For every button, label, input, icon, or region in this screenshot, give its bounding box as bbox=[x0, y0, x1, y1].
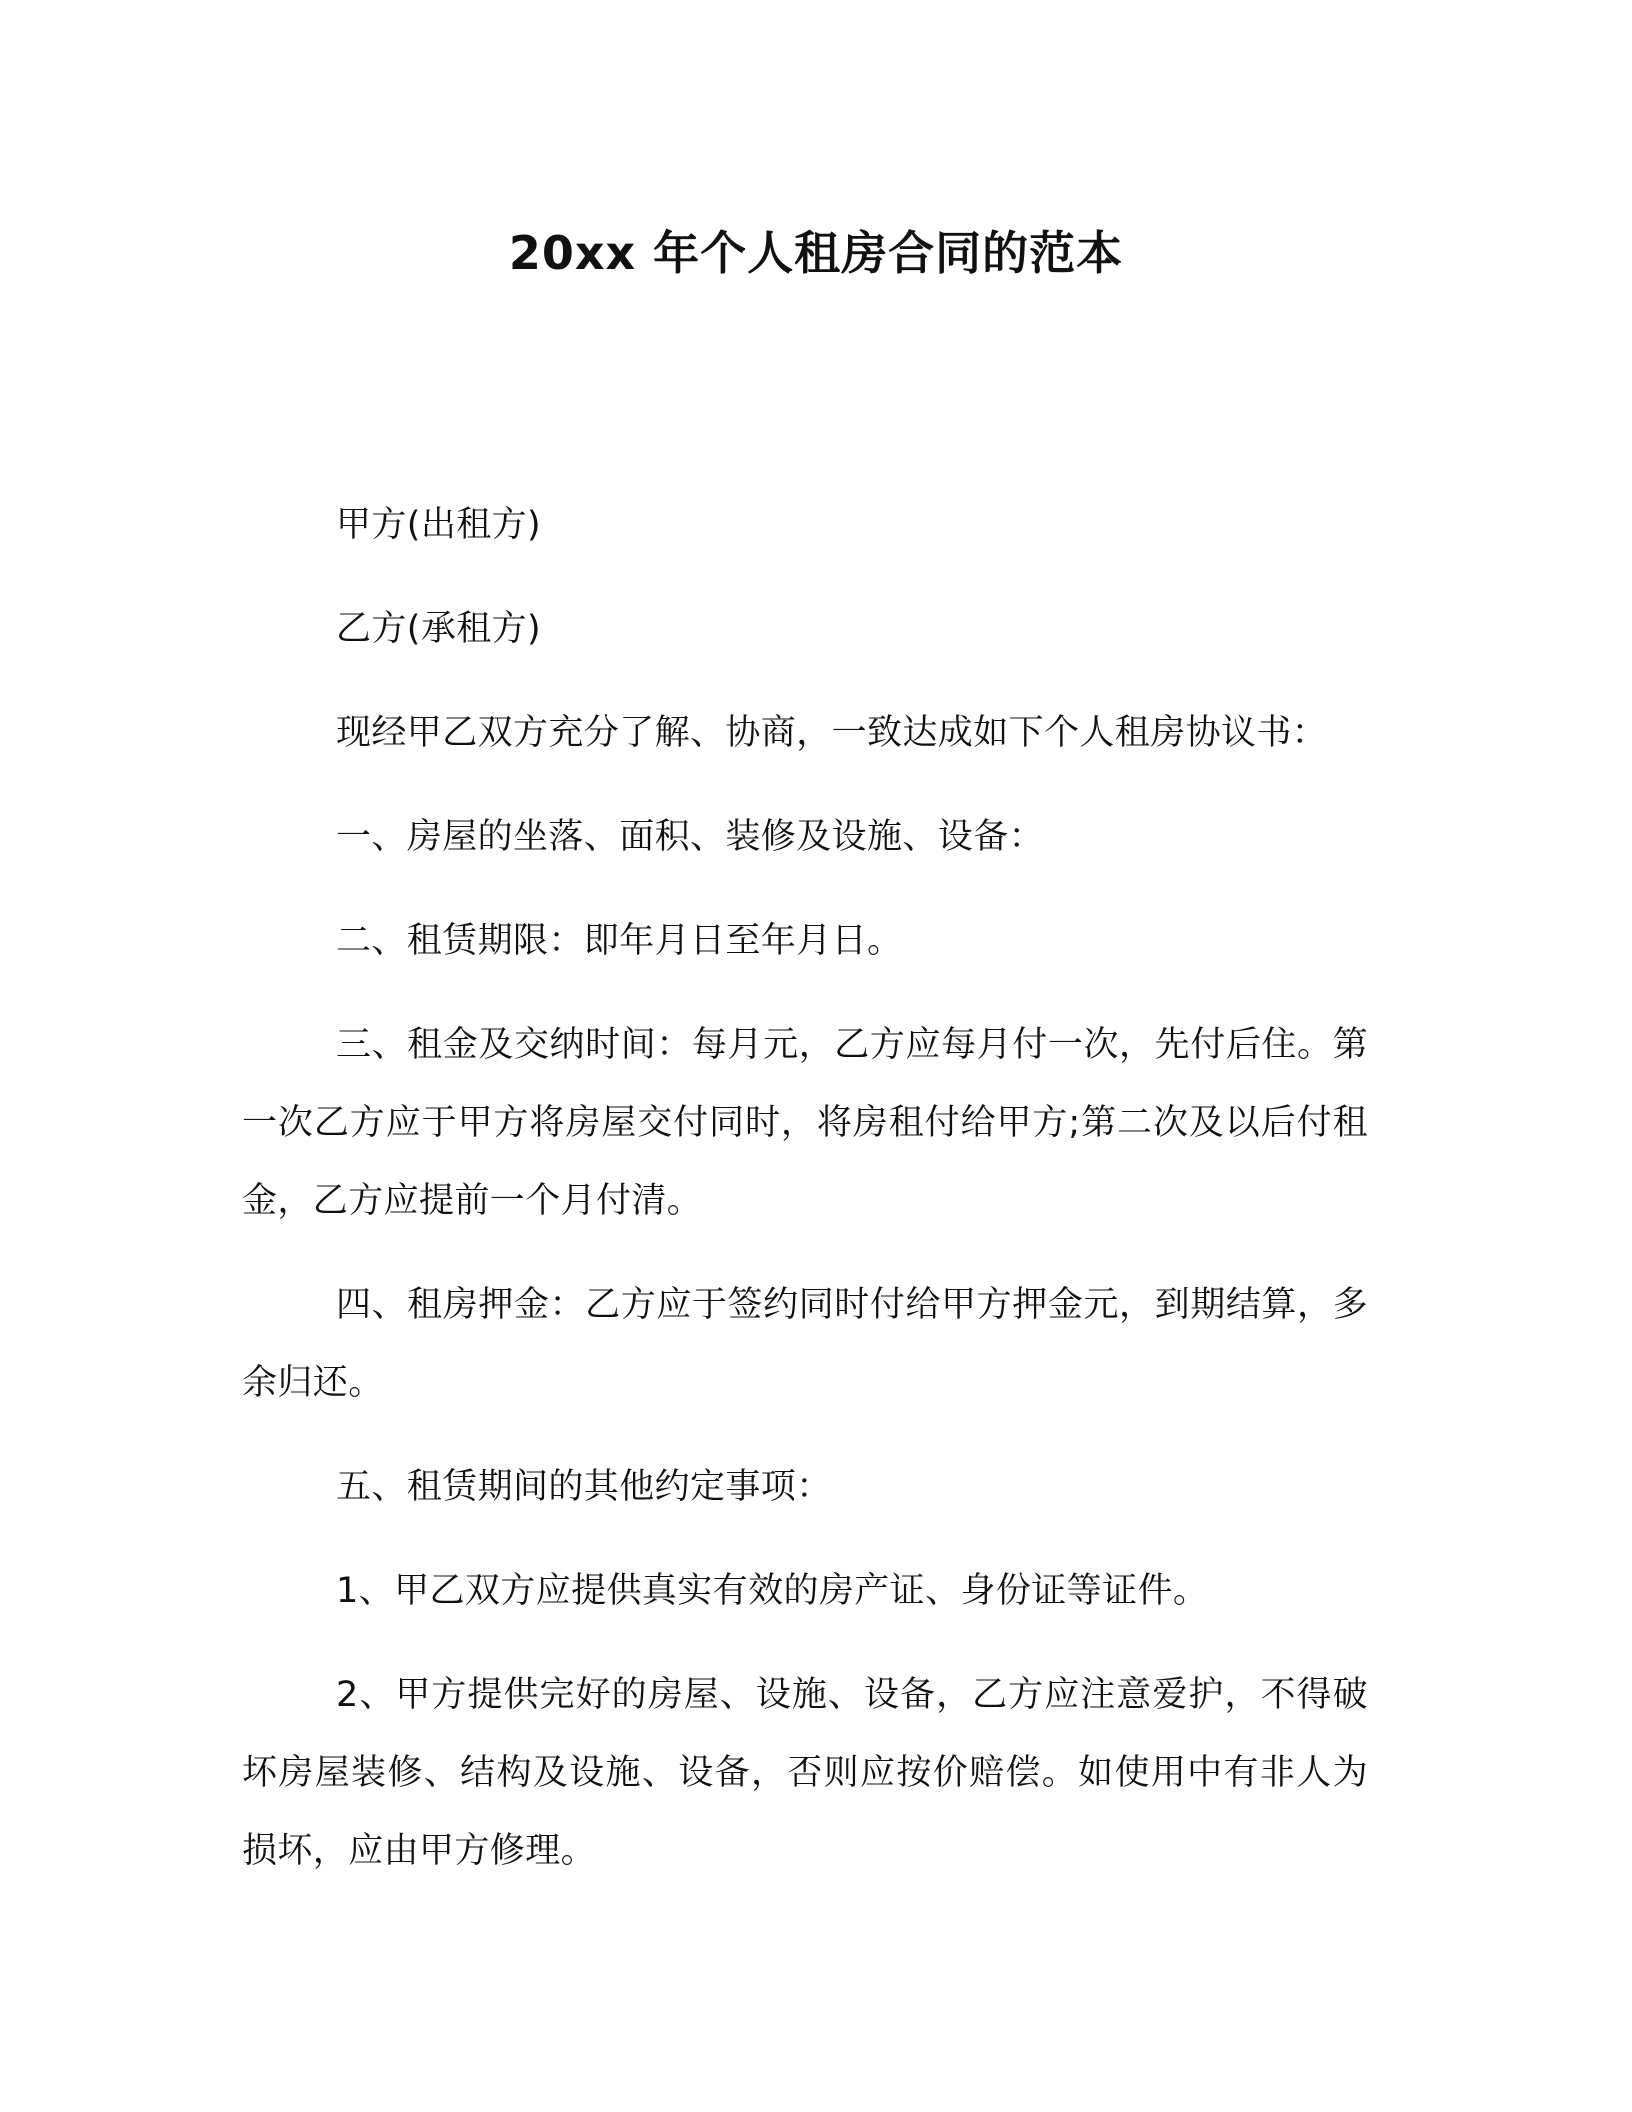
clause-2-term: 二、租赁期限：即年月日至年月日。 bbox=[336, 921, 903, 961]
party-a-line: 甲方(出租方) bbox=[336, 505, 542, 545]
clause-3-rent: 三、租金及交纳时间：每月元，乙方应每月付一次，先付后住。第一次乙方应于甲方将房屋交付同时，将房租付给甲方;第二次及以后付租金，乙方应提前一个月付清。 bbox=[242, 1025, 1368, 1221]
agreement-intro: 现经甲乙双方充分了解、协商，一致达成如下个人租房协议书： bbox=[336, 713, 1328, 753]
item-1-documents: 1、甲乙双方应提供真实有效的房产证、身份证等证件。 bbox=[336, 1571, 1209, 1611]
party-b-line: 乙方(承租方) bbox=[336, 609, 542, 649]
document-body bbox=[242, 486, 1368, 1916]
item-2-facilities: 2、甲方提供完好的房屋、设施、设备，乙方应注意爱护，不得破坏房屋装修、结构及设施、设备，否则应按价赔偿。如使用中有非人为损坏，应由甲方修理。 bbox=[242, 1675, 1368, 1871]
document-title: 20xx 年个人租房合同的范本 bbox=[508, 226, 1124, 280]
clause-4-deposit: 四、租房押金：乙方应于签约同时付给甲方押金元，到期结算，多余归还。 bbox=[242, 1285, 1368, 1403]
clause-5-other: 五、租赁期间的其他约定事项： bbox=[336, 1467, 832, 1507]
clause-1-location: 一、房屋的坐落、面积、装修及设施、设备： bbox=[336, 817, 1045, 857]
